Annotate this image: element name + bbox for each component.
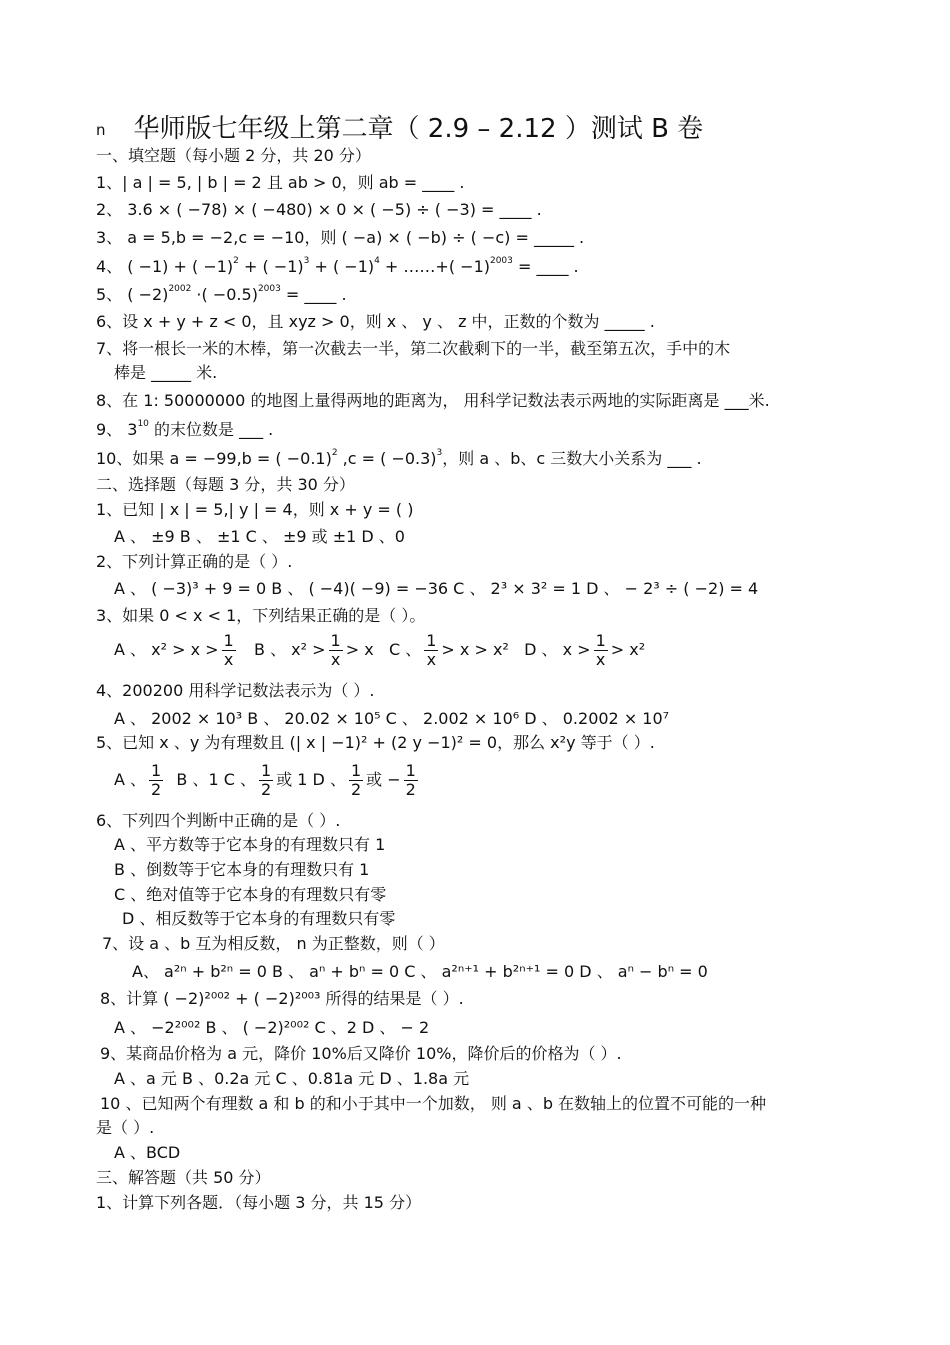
choice-q9-options: A 、a 元 B 、0.2a 元 C 、0.81a 元 D 、1.8a 元	[114, 1069, 470, 1088]
section-fill-heading: 一、填空题（每小题 2 分，共 20 分）	[96, 146, 371, 165]
fill-q1: 1、| a | = 5, | b | = 2 且 ab > 0，则 ab = ____ .	[96, 173, 465, 192]
choice-q2-options: A 、 ( −3)³ + 9 = 0 B 、 ( −4)( −9) = −36 C 、 2³ × 3² = 1 D 、 − 2³ ÷ ( −2) = 4	[114, 579, 759, 598]
choice-q3-options: A 、 x² > x > $\frac{1}{x}$ B 、 x² > $\frac{1}{x}$ > x C 、 $\frac{1}{x}$ > x > x² D 、 x > $\frac{1}{x}$ > x²	[114, 631, 646, 669]
choice-q9: 9、某商品价格为 a 元，降价 10%后又降价 10%，降价后的价格为（ ）.	[100, 1044, 622, 1063]
choice-q4-options: A 、 2002 × 10³ B 、 20.02 × 10⁵ C 、 2.002 × 10⁶ D 、 0.2002 × 10⁷	[114, 709, 670, 728]
choice-q2: 2、下列计算正确的是（ ）.	[96, 552, 293, 571]
fill-q5: 5、 ( −2)$^{2002}$ ·( −0.5)$^{2003}$ = ____ .	[96, 284, 347, 304]
fill-q9: 9、 $3^{10}$ 的末位数是 ___ .	[96, 419, 274, 439]
choice-q8: 8、计算 ( −2)²⁰⁰² + ( −2)²⁰⁰³ 所得的结果是（ ）.	[100, 989, 464, 1008]
choice-q6-option-d: D 、相反数等于它本身的有理数只有零	[122, 909, 396, 928]
choice-q7-options: A、 a²ⁿ + b²ⁿ = 0 B 、 aⁿ + bⁿ = 0 C 、 a²ⁿ⁺¹ + b²ⁿ⁺¹ = 0 D 、 aⁿ − bⁿ = 0	[132, 962, 708, 981]
choice-q6-option-b: B 、倒数等于它本身的有理数只有 1	[114, 860, 370, 879]
fill-q7-line1: 7、将一根长一米的木棒，第一次截去一半，第二次截剩下的一半，截至第五次，手中的木	[96, 339, 731, 358]
section-choice-heading: 二、选择题（每题 3 分，共 30 分）	[96, 475, 355, 494]
title-marker: n	[96, 120, 106, 139]
choice-q7: 7、设 a 、b 互为相反数， n 为正整数，则（ ）	[102, 934, 445, 953]
choice-q6-option-c: C 、绝对值等于它本身的有理数只有零	[114, 885, 387, 904]
fill-q2: 2、 3.6 × ( −78) × ( −480) × 0 × ( −5) ÷ ( −3) = ____ .	[96, 200, 542, 219]
fill-q7-line2: 棒是 _____ 米.	[114, 363, 218, 382]
choice-q10-line2: 是（ ）.	[96, 1118, 155, 1137]
title-text: 华师版七年级上第二章（ 2.9 – 2.12 ）测试 B 卷	[133, 114, 704, 144]
fill-q6: 6、设 x + y + z < 0，且 xyz > 0，则 x 、 y 、 z 中，正数的个数为 _____ .	[96, 312, 655, 331]
fill-q3: 3、 a = 5,b = −2,c = −10，则 ( −a) × ( −b) ÷ ( −c) = _____ .	[96, 228, 585, 247]
exam-title	[96, 108, 703, 145]
choice-q1-options: A 、 ±9 B 、 ±1 C 、 ±9 或 ±1 D 、0	[114, 527, 405, 546]
choice-q5: 5、已知 x 、y 为有理数且 (| x | −1)² + (2 y −1)² = 0，那么 x²y 等于（ ）.	[96, 733, 655, 752]
choice-q3: 3、如果 0 < x < 1，下列结果正确的是（ ）。	[96, 606, 426, 625]
choice-q4: 4、200200 用科学记数法表示为（ ）.	[96, 681, 375, 700]
fill-q10: 10、如果 a = −99,b = ( −0.1)$^2$ ,c = ( −0.3)$^3$，则 a 、b、c 三数大小关系为 ___ .	[96, 448, 702, 468]
choice-q6-option-a: A 、平方数等于它本身的有理数只有 1	[114, 835, 386, 854]
fill-q4: 4、 ( −1) + ( −1)$^2$ + ( −1)$^3$ + ( −1)$^4$ + ……+( −1)$^{2003}$ = ____ .	[96, 256, 579, 276]
choice-q5-options: A 、 $\frac{1}{2}$ B 、1 C 、 $\frac{1}{2}$ 或 1 D 、 $\frac{1}{2}$ 或 − $\frac{1}{2}$	[114, 761, 416, 799]
answer-q1: 1、计算下列各题．（每小题 3 分，共 15 分）	[96, 1193, 422, 1212]
choice-q6: 6、下列四个判断中正确的是（ ）.	[96, 811, 341, 830]
choice-q1: 1、已知 | x | = 5,| y | = 4，则 x + y = ( )	[96, 500, 414, 519]
choice-q10-options: A 、BCD	[114, 1143, 181, 1162]
section-answer-heading: 三、解答题（共 50 分）	[96, 1168, 271, 1187]
choice-q10-line1: 10 、已知两个有理数 a 和 b 的和小于其中一个加数， 则 a 、b 在数轴上的位置不可能的一种	[100, 1094, 767, 1113]
choice-q8-options: A 、 −2²⁰⁰² B 、 ( −2)²⁰⁰² C 、2 D 、 − 2	[114, 1018, 430, 1037]
fill-q8: 8、在 1: 50000000 的地图上量得两地的距离为， 用科学记数法表示两地的实际距离是 ___米.	[96, 391, 770, 410]
